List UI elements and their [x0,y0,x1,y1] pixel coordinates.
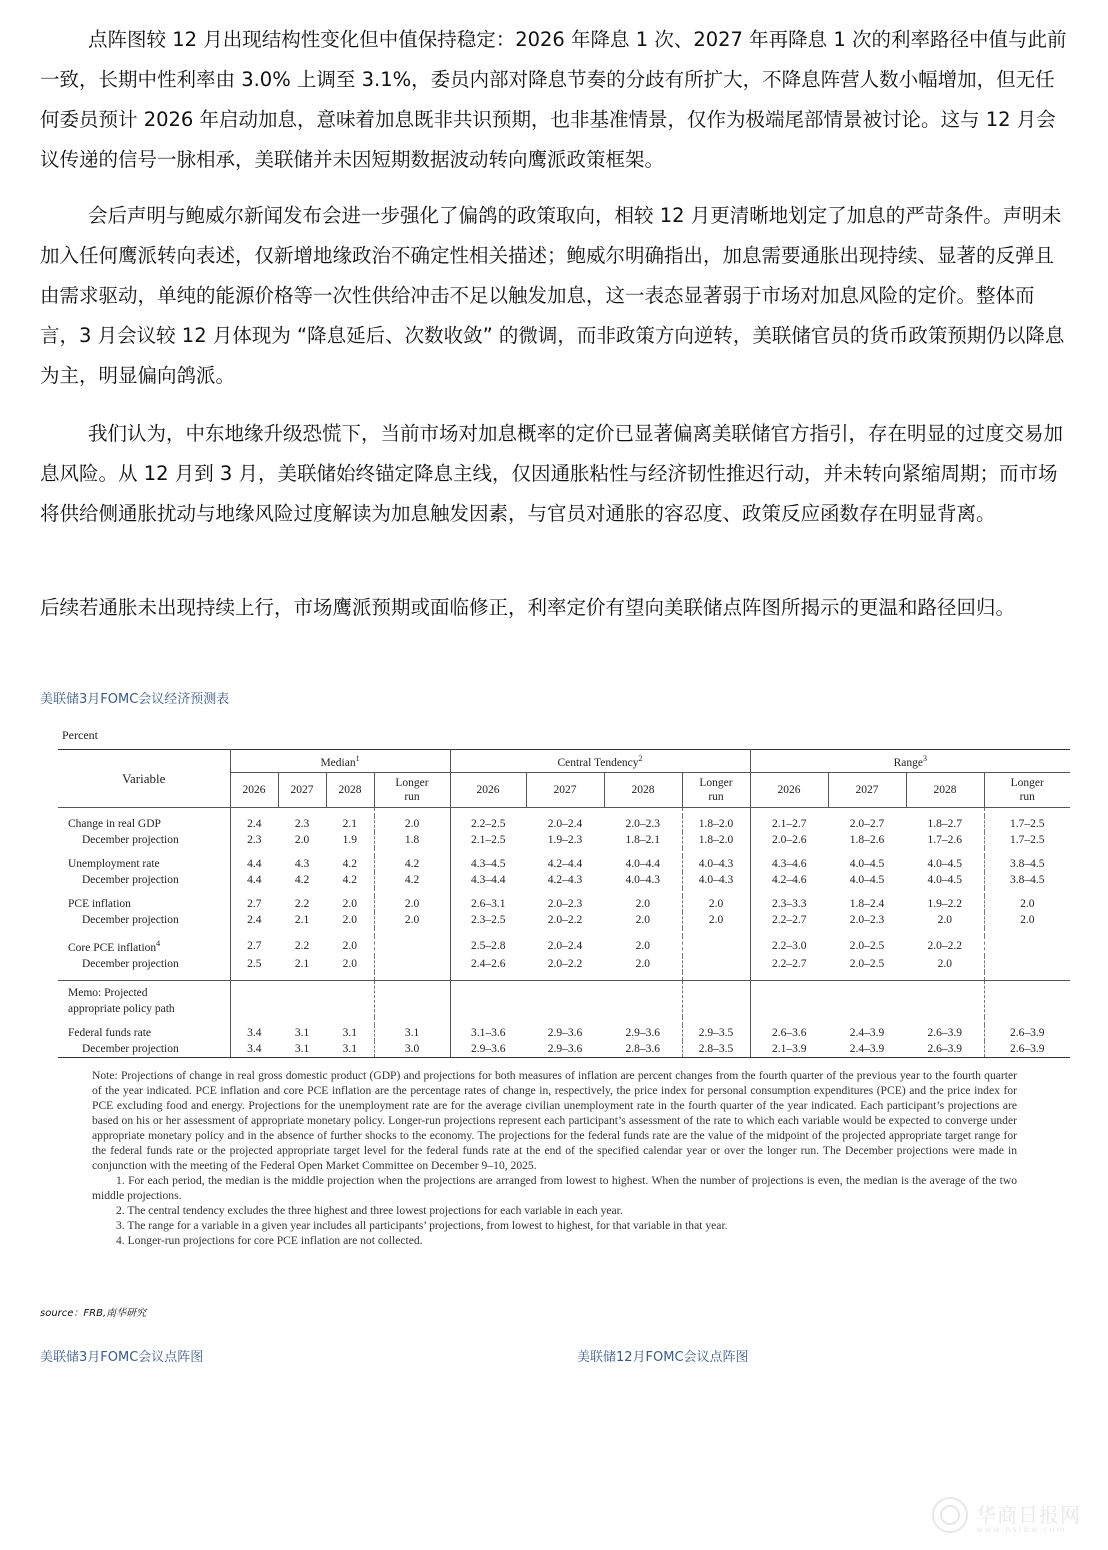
table-cell: 1.8–2.6 [849,834,885,846]
source-note: source：FRB,南华研究 [40,1308,147,1319]
longer-run-header: Longer run [682,773,750,808]
table-notes [92,1068,1017,1248]
table-cell: 2.1–3.9 [750,1041,828,1058]
table-row [58,856,1070,872]
table-row [58,980,1070,1017]
table-cell: 2.6–3.9 [984,1041,1070,1058]
row-label: December projection [82,914,179,926]
table-cell: 3.8–4.5 [984,872,1070,888]
table-cell: 2.0–2.3 [625,818,661,830]
table-cell: 4.3–4.6 [750,856,828,872]
projection-table [58,749,1070,1058]
table-cell: 2.8–3.5 [682,1041,750,1058]
row-label: Change in real GDP [68,818,161,830]
table-cell: 4.3–4.5 [450,856,526,872]
table-cell: 3.1 [278,1041,326,1058]
table-cell [682,936,750,956]
table-cell: 2.0–2.3 [547,898,583,910]
table-cell: 3.4 [230,1041,278,1058]
table-cell: 1.9 [342,834,357,846]
table-cell: 2.9–3.6 [625,1026,661,1039]
footnote: 4. Longer-run projections for core PCE inflation are not collected. [116,1234,423,1247]
table-cell: 4.4 [230,872,278,888]
row-label: December projection [82,874,179,886]
table-cell: 2.0 [682,896,750,912]
table-cell: 2.0 [635,898,650,910]
table-cell: 2.0 [937,957,952,970]
paragraph-powell: 会后声明与鲍威尔新闻发布会进一步强化了偏鸽的政策取向，相较 12 月更清晰地划定了加息的严苛条件。声明未加入任何鹰派转向表述，仅新增地缘政治不确定性相关描述；鲍威尔明确指出，加息需要通胀出现持续、显著的反弹且由需求驱动，单纯的能源价格等一次性供给冲击不足以触发加息，这一表态显著弱于市场对加息风险的定价。整体而言，3 月会议较 12 月体现为 “降息延后、次数收敛” 的微调，而非政策方向逆转，美联储官员的货币政策预期仍以降息为主，明显偏向鸽派。 [40,204,1065,387]
table-note: Note: Projections of change in real gross domestic product (GDP) and projections for both measures of inflation are percent changes from the fourth quarter of the previous year to the fourth quarter of the year indicated. PCE inflation and core PCE inflation are the percentage rates of change in, respectively, the price index for personal consumption expenditures (PCE) and the price index for PCE excluding food and energy. Projections for the unemployment rate are for the average civilian unemployment rate in the fourth quarter of the year indicated. Each participant’s projections are based on his or her assessment of appropriate monetary policy. Longer-run projections represent each participant’s assessment of the rate to which each variable would be expected to converge under appropriate monetary policy and in the absence of further shocks to the economy. The projections for the federal funds rate are the value of the midpoint of the projected appropriate target range for the federal funds rate or the projected appropriate target level for the federal funds rate at the end of the specified calendar year or over the longer run. The December projections were made in conjunction with the meeting of the Federal Open Market Committee on December 9–10, 2025. [92,1069,1017,1172]
table-cell: 2.0–2.2 [547,914,583,926]
table-row [58,1025,1070,1041]
table-cell: 2.0–2.4 [547,818,583,830]
watermark-url: www.hsrbw.com [976,1525,1067,1534]
row-label: December projection [82,957,179,970]
table-cell: 1.7–2.6 [927,834,963,846]
table-cell: 2.0 [682,912,750,928]
table-cell: 4.2–4.3 [547,874,583,886]
range-group-header: Range$^3$ [750,750,1070,773]
table-cell [374,956,450,972]
table-cell: 2.0–2.7 [849,818,885,830]
table-cell: 1.8–2.7 [927,818,963,830]
table-cell: 4.3–4.4 [450,872,526,888]
row-label: Federal funds rate [68,1026,152,1039]
table-cell: 2.5–2.8 [450,936,526,956]
year-header: 2027 [278,773,326,808]
table-cell: 2.5 [230,956,278,972]
row-label: December projection [58,1041,230,1058]
table-cell: 2.0–2.2 [547,957,583,970]
row-label: PCE inflation [68,898,131,910]
table-cell: 2.0 [342,914,357,926]
memo-label: Memo: Projected appropriate policy path [58,980,230,1017]
year-header: 2027 [526,773,604,808]
projection-table-figure [58,728,1076,1058]
year-header: 2028 [906,773,984,808]
table-cell: 1.8–2.0 [682,816,750,832]
table-cell: 2.1 [342,818,357,830]
footnote: 1. For each period, the median is the middle projection when the projections are arranged from lowest to highest. When the number of projections is even, the median is the average of the two middle projections. [92,1174,1017,1202]
table-cell: 2.9–3.6 [547,1026,583,1039]
march-dot-plot-caption: 美联储3月FOMC会议点阵图 [40,1350,204,1365]
table-cell: 4.2 [374,856,450,872]
table-cell: 4.0–4.4 [625,858,661,870]
table-cell: 2.9–3.5 [682,1025,750,1041]
table-cell: 2.4 [230,816,278,832]
table-cell: 2.0 [374,896,450,912]
table-cell: 2.6–3.6 [750,1025,828,1041]
table-cell: 1.7–2.5 [984,832,1070,848]
table-cell: 2.0–2.5 [849,939,885,952]
table-cell: 2.2–2.7 [750,956,828,972]
table-cell: 1.8 [374,832,450,848]
central-tendency-group-header: Central Tendency$^2$ [450,750,750,773]
table-cell: 2.0 [374,912,450,928]
table-cell [374,936,450,956]
table-cell: 2.3–3.3 [750,896,828,912]
table-row [58,912,1070,928]
watermark-text: 华商日报网 [976,1503,1081,1527]
table-cell: 4.4 [230,856,278,872]
year-header: 2026 [750,773,828,808]
table-cell: 2.0–2.3 [849,914,885,926]
december-dot-plot-caption: 美联储12月FOMC会议点阵图 [577,1350,749,1365]
table-cell: 2.4–3.9 [828,1041,906,1058]
watermark [930,1495,1100,1545]
table-cell: 2.1 [294,957,310,970]
row-label: Core PCE inflation$^4$ [68,939,161,954]
table-row [58,1041,1070,1058]
table-cell: 2.0 [984,896,1070,912]
longer-run-header: Longer run [374,773,450,808]
table-cell: 2.2–2.7 [750,912,828,928]
table-cell: 2.0 [635,939,650,952]
year-header: 2026 [450,773,526,808]
table-cell: 2.4–3.9 [849,1026,885,1039]
paragraph-dot-plot: 点阵图较 12 月出现结构性变化但中值保持稳定：2026 年降息 1 次、2027 年再降息 1 次的利率路径中值与此前一致，长期中性利率由 3.0% 上调至 3.1%，委员内部对降息节奏的分歧有所扩大，不降息阵营人数小幅增加，但无任何委员预计 2026 年启动加息，意味着加息既非共识预期，也非基准情景，仅作为极端尾部情景被讨论。这与 12 月会议传递的信号一脉相承，美联储并未因短期数据波动转向鹰派政策框架。 [40,28,1067,171]
table-cell: 4.2 [342,874,357,886]
row-label: December projection [82,834,179,846]
table-cell: 2.0 [294,834,310,846]
table-row [58,956,1070,972]
table-cell: 2.0–2.5 [849,957,885,970]
paragraph-outlook: 后续若通胀未出现持续上行，市场鹰派预期或面临修正，利率定价有望向美联储点阵图所揭示的更温和路径回归。 [40,596,1016,619]
table-row [58,936,1070,956]
table-cell: 3.0 [374,1041,450,1058]
table-cell: 4.2 [294,874,310,886]
table-cell: 2.6–3.9 [984,1025,1070,1041]
table-cell [984,956,1070,972]
table-cell: 1.9–2.3 [547,834,583,846]
table-cell: 4.2 [374,872,450,888]
table-cell [682,956,750,972]
table-cell: 4.0–4.3 [682,872,750,888]
table-cell: 2.6–3.9 [906,1041,984,1058]
table-cell: 2.9–3.6 [526,1041,604,1058]
table-cell: 2.1–2.5 [450,832,526,848]
table-cell: 1.7–2.5 [984,816,1070,832]
table-row [58,896,1070,912]
table-cell: 2.6–3.1 [450,896,526,912]
table-cell: 2.2–2.5 [450,816,526,832]
table-cell: 4.0–4.5 [927,858,963,870]
table-cell: 2.7 [230,936,278,956]
table-cell: 2.0 [984,912,1070,928]
year-header: 2027 [828,773,906,808]
table-cell: 2.2 [294,898,310,910]
median-group-header: Median$^1$ [230,750,450,773]
table-cell: 2.0–2.2 [927,939,963,952]
table-cell: 4.0–4.5 [927,874,963,886]
table-cell: 2.0 [937,914,952,926]
table-cell: 4.3 [294,858,310,870]
table-cell: 2.8–3.6 [604,1041,682,1058]
watermark-logo-icon [930,1495,970,1535]
table-row [58,872,1070,888]
year-header: 2028 [326,773,374,808]
table-cell: 2.1 [294,914,310,926]
table-cell: 2.0 [635,914,650,926]
table-cell: 2.2 [294,939,310,952]
table-cell: 3.1 [342,1026,357,1039]
variable-header: Variable [58,750,230,808]
year-header: 2028 [604,773,682,808]
table-cell: 2.3 [230,832,278,848]
table-cell: 2.1–2.7 [750,816,828,832]
table-cell: 4.0–4.5 [849,874,885,886]
table-cell: 4.2 [342,858,357,870]
table-cell: 2.4–2.6 [450,956,526,972]
table-cell: 2.9–3.6 [450,1041,526,1058]
table-cell: 2.0–2.6 [750,832,828,848]
table-cell: 1.8–2.1 [625,834,661,846]
year-header: 2026 [230,773,278,808]
table-row [58,832,1070,848]
table-row [58,816,1070,832]
table-cell: 3.1 [326,1041,374,1058]
table-cell: 3.1 [374,1025,450,1041]
table-cell: 2.3 [294,818,310,830]
table-cell: 4.2–4.4 [547,858,583,870]
table-cell: 3.1–3.6 [450,1025,526,1041]
table-cell: 3.8–4.5 [984,856,1070,872]
table-cell: 1.8–2.0 [682,832,750,848]
table-cell: 2.7 [230,896,278,912]
table-cell: 2.6–3.9 [927,1026,963,1039]
table-cell: 4.2–4.6 [750,872,828,888]
table-caption: 美联储3月FOMC会议经济预测表 [40,692,230,707]
table-cell: 2.0 [374,816,450,832]
table-cell: 1.9–2.2 [927,898,963,910]
table-cell: 2.3–2.5 [450,912,526,928]
table-cell [984,936,1070,956]
percent-label: Percent [62,728,98,742]
table-cell: 2.4 [230,912,278,928]
table-cell: 2.0 [342,939,357,952]
table-cell: 2.0 [342,957,357,970]
table-cell: 2.0–2.4 [547,939,583,952]
footnote: 2. The central tendency excludes the three highest and three lowest projections for each variable in each year. [116,1204,623,1217]
row-label: Unemployment rate [68,858,160,870]
table-cell: 1.8–2.4 [849,898,885,910]
table-cell: 4.0–4.3 [625,874,661,886]
table-cell: 3.4 [230,1025,278,1041]
table-cell: 2.0 [342,898,357,910]
paragraph-market-view: 我们认为，中东地缘升级恐慌下，当前市场对加息概率的定价已显著偏离美联储官方指引，存在明显的过度交易加息风险。从 12 月到 3 月，美联储始终锚定降息主线，仅因通胀粘性与经济韧性推迟行动，并未转向紧缩周期；而市场将供给侧通胀扰动与地缘风险过度解读为加息触发因素，与官员对通胀的容忍度、政策反应函数存在明显背离。 [40,422,1064,525]
table-cell: 2.0 [635,957,650,970]
longer-run-header: Longer run [984,773,1070,808]
table-cell: 4.0–4.3 [682,856,750,872]
table-cell: 4.0–4.5 [849,858,885,870]
table-cell: 2.2–3.0 [750,936,828,956]
table-cell: 3.1 [294,1026,310,1039]
footnote: 3. The range for a variable in a given year includes all participants’ projections, from lowest to highest, for that variable in that year. [116,1219,728,1232]
